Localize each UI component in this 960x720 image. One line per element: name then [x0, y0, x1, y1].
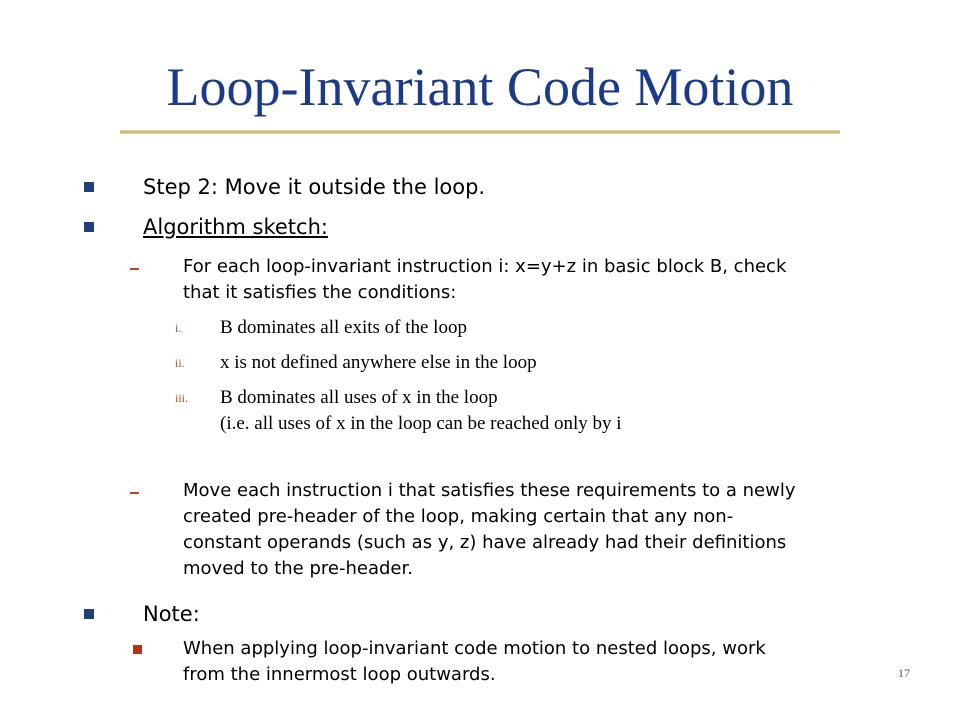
- square-bullet-icon: [133, 645, 142, 654]
- sub-bullet-for-each-line2: that it satisfies the conditions:: [183, 282, 457, 303]
- condition-2: x is not defined anywhere else in the loop: [220, 352, 537, 373]
- roman-marker: iii.: [175, 391, 189, 405]
- square-bullet-icon: [84, 182, 94, 192]
- sub-bullet-move-line2: created pre-header of the loop, making certain that any non-: [183, 506, 734, 527]
- condition-1: B dominates all exits of the loop: [220, 317, 467, 338]
- title-divider: [120, 130, 840, 134]
- dash-bullet-icon: [130, 492, 139, 494]
- sub-bullet-move-line1: Move each instruction i that satisfies these requirements to a newly: [183, 480, 796, 501]
- note-sub-line1: When applying loop-invariant code motion to nested loops, work: [183, 638, 766, 659]
- roman-marker: ii.: [175, 356, 185, 370]
- bullet-step2: Step 2: Move it outside the loop.: [143, 175, 486, 199]
- slide-title: Loop-Invariant Code Motion: [166, 57, 794, 117]
- note-sub-line2: from the innermost loop outwards.: [183, 664, 496, 685]
- sub-bullet-move-line3: constant operands (such as y, z) have already had their definitions: [183, 532, 787, 553]
- condition-3-line2: (i.e. all uses of x in the loop can be reached only by i: [220, 413, 622, 434]
- bullet-note: Note:: [143, 602, 200, 626]
- bullet-algorithm: Algorithm sketch:: [143, 215, 328, 239]
- dash-bullet-icon: [130, 268, 139, 270]
- condition-3-line1: B dominates all uses of x in the loop: [220, 387, 498, 408]
- roman-marker: i.: [175, 321, 182, 335]
- sub-bullet-move-line4: moved to the pre-header.: [183, 558, 413, 579]
- sub-bullet-for-each-line1: For each loop-invariant instruction i: x=y+z in basic block B, check: [183, 256, 787, 277]
- square-bullet-icon: [84, 222, 94, 232]
- square-bullet-icon: [84, 609, 94, 619]
- page-number: 17: [898, 666, 910, 680]
